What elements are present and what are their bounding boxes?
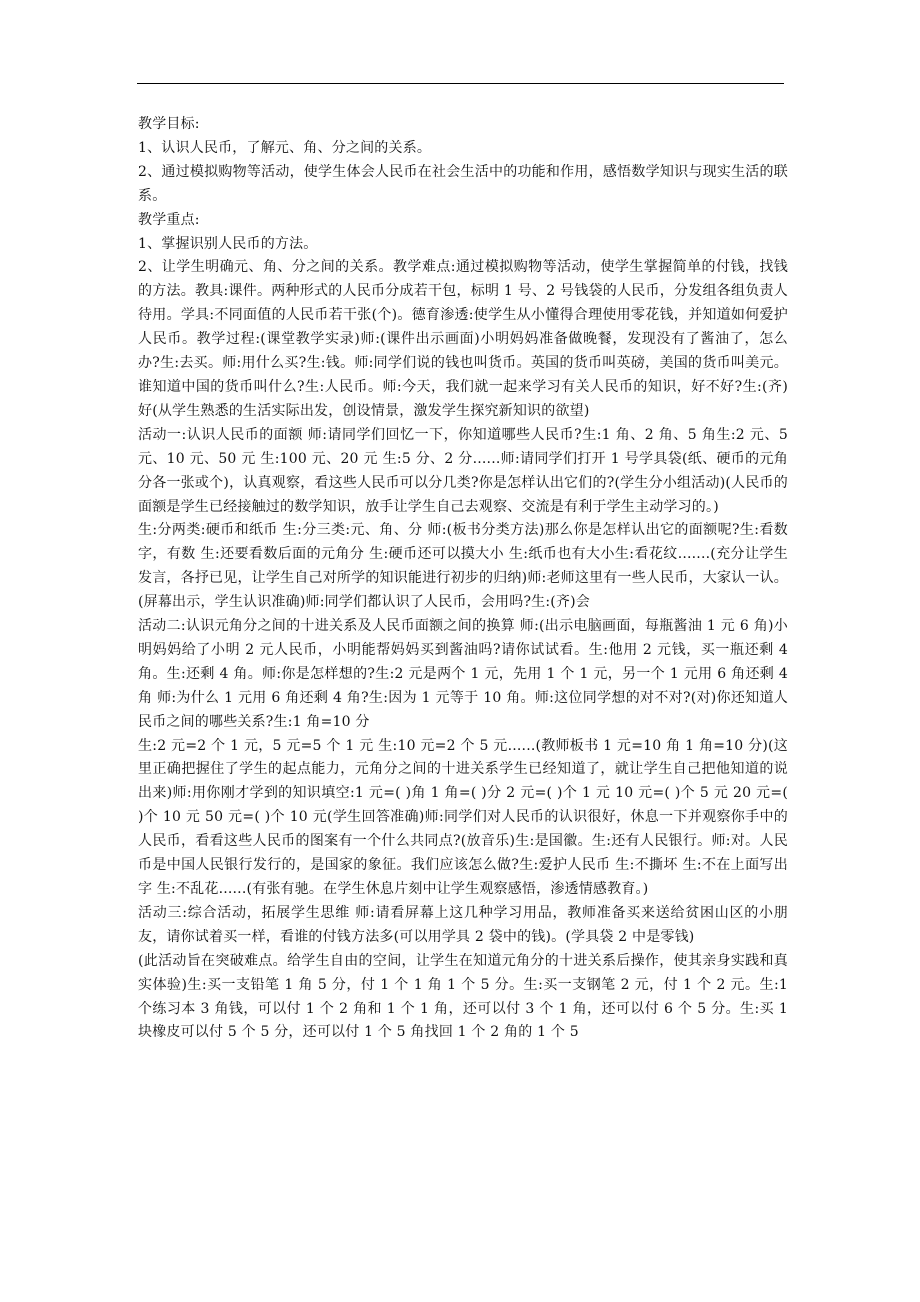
section-heading-objectives: 教学目标:	[138, 116, 200, 132]
section-heading-key-points: 教学重点:	[138, 211, 200, 228]
paragraph-activity-three: 活动三:综合活动，拓展学生思维 师:请看屏幕上这几种学习用品，教师准备买来送给贫困山区的小朋友，请你试着买一样，看谁的付钱方法多(可以用学具 2 袋中的钱)。(学具袋 2 中是零钱)	[138, 904, 788, 945]
document-body	[138, 113, 788, 1045]
paragraph: 2、通过模拟购物等活动，使学生体会人民币在社会生活中的功能和作用，感悟数学知识与现实生活的联系。	[138, 163, 788, 204]
paragraph: 生:分两类:硬币和纸币 生:分三类:元、角、分 师:(板书分类方法)那么你是怎样认出它的面额呢?生:看数字，有数 生:还要看数后面的元角分 生:硬币还可以摸大小 生:纸币也有大小生:看花纹.......(充分让学生发言，各抒已见，让学生自己对所学的知识能进行初步的归纳)师:老师这里有一些人民币，大家认一认。(屏幕出示，学生认识准确)师:同学们都认识了人民币，会用吗?生:(齐)会	[138, 522, 788, 611]
paragraph: 1、认识人民币，了解元、角、分之间的关系。	[138, 139, 432, 156]
paragraph: 2、让学生明确元、角、分之间的关系。教学难点:通过模拟购物等活动，使学生掌握简单的付钱，找钱的方法。教具:课件。两种形式的人民币分成若干包，标明 1 号、2 号钱袋的人民币，分发组各组负责人待用。学具:不同面值的人民币若干张(个)。德育渗透:使学生从小懂得合理使用零花钱，并知道如何爱护人民币。教学过程:(课堂教学实录)师:(课件出示画面)小明妈妈准备做晚餐，发现没有了酱油了，怎么办?生:去买。师:用什么买?生:钱。师:同学们说的钱也叫货币。英国的货币叫英磅，美国的货币叫美元。谁知道中国的货币叫什么?生:人民币。师:今天，我们就一起来学习有关人民币的知识，好不好?生:(齐)好(从学生熟悉的生活实际出发，创设情景，激发学生探究新知识的欲望)	[138, 259, 788, 419]
paragraph: 1、掌握识别人民币的方法。	[138, 235, 318, 252]
paragraph-activity-one: 活动一:认识人民币的面额 师:请同学们回忆一下，你知道哪些人民币?生:1 角、2 角、5 角生:2 元、5 元、10 元、50 元 生:100 元、20 元 生:5 分、2 分......师:请同学们打开 1 号学具袋(纸、硬币的元角分各一张或个)，认真观察，看这些人民币可以分几类?你是怎样认出它们的?(学生分小组活动)(人民币的面额是学生已经接触过的数学知识，放手让学生自己去观察、交流是有利于学生主动学习的。)	[138, 426, 788, 515]
paragraph-activity-two: 活动二:认识元角分之间的十进关系及人民币面额之间的换算 师:(出示电脑画面，每瓶酱油 1 元 6 角)小明妈妈给了小明 2 元人民币，小明能帮妈妈买到酱油吗?请你试试看。生:他用 2 元钱，买一瓶还剩 4 角。生:还剩 4 角。师:你是怎样想的?生:2 元是两个 1 元，先用 1 个 1 元，另一个 1 元用 6 角还剩 4 角 师:为什么 1 元用 6 角还剩 4 角?生:因为 1 元等于 10 角。师:这位同学想的对不对?(对)你还知道人民币之间的哪些关系?生:1 角=10 分	[138, 618, 788, 730]
paragraph: (此活动旨在突破难点。给学生自由的空间，让学生在知道元角分的十进关系后操作，使其亲身实践和真实体验)生:买一支铅笔 1 角 5 分，付 1 个 1 角 1 个 5 分。生:买一支钢笔 2 元，付 1 个 2 元。生:1 个练习本 3 角钱，可以付 1 个 2 角和 1 个 1 角，还可以付 3 个 1 角，还可以付 6 个 5 分。生:买 1 块橡皮可以付 5 个 5 分，还可以付 1 个 5 角找回 1 个 2 角的 1 个 5	[138, 952, 788, 1041]
header-rule	[137, 83, 784, 84]
paragraph: 生:2 元=2 个 1 元，5 元=5 个 1 元 生:10 元=2 个 5 元......(教师板书 1 元=10 角 1 角=10 分)(这里正确把握住了学生的起点能力，元角分之间的十进关系学生已经知道了，就让学生自己把他知道的说出来)师:用你刚才学到的知识填空:1 元=( )角 1 角=( )分 2 元=( )个 1 元 10 元=( )个 5 元 20 元=( )个 10 元 50 元=( )个 10 元(学生回答准确)师:同学们对人民币的认识很好，休息一下并观察你手中的人民币，看看这些人民币的图案有一个什么共同点?(放音乐)生:是国徽。生:还有人民银行。师:对。人民币是中国人民银行发行的，是国家的象征。我们应该怎么做?生:爱护人民币 生:不撕坏 生:不在上面写出字 生:不乱花......(有张有驰。在学生休息片刻中让学生观察感悟，渗透情感教育。)	[138, 737, 788, 897]
